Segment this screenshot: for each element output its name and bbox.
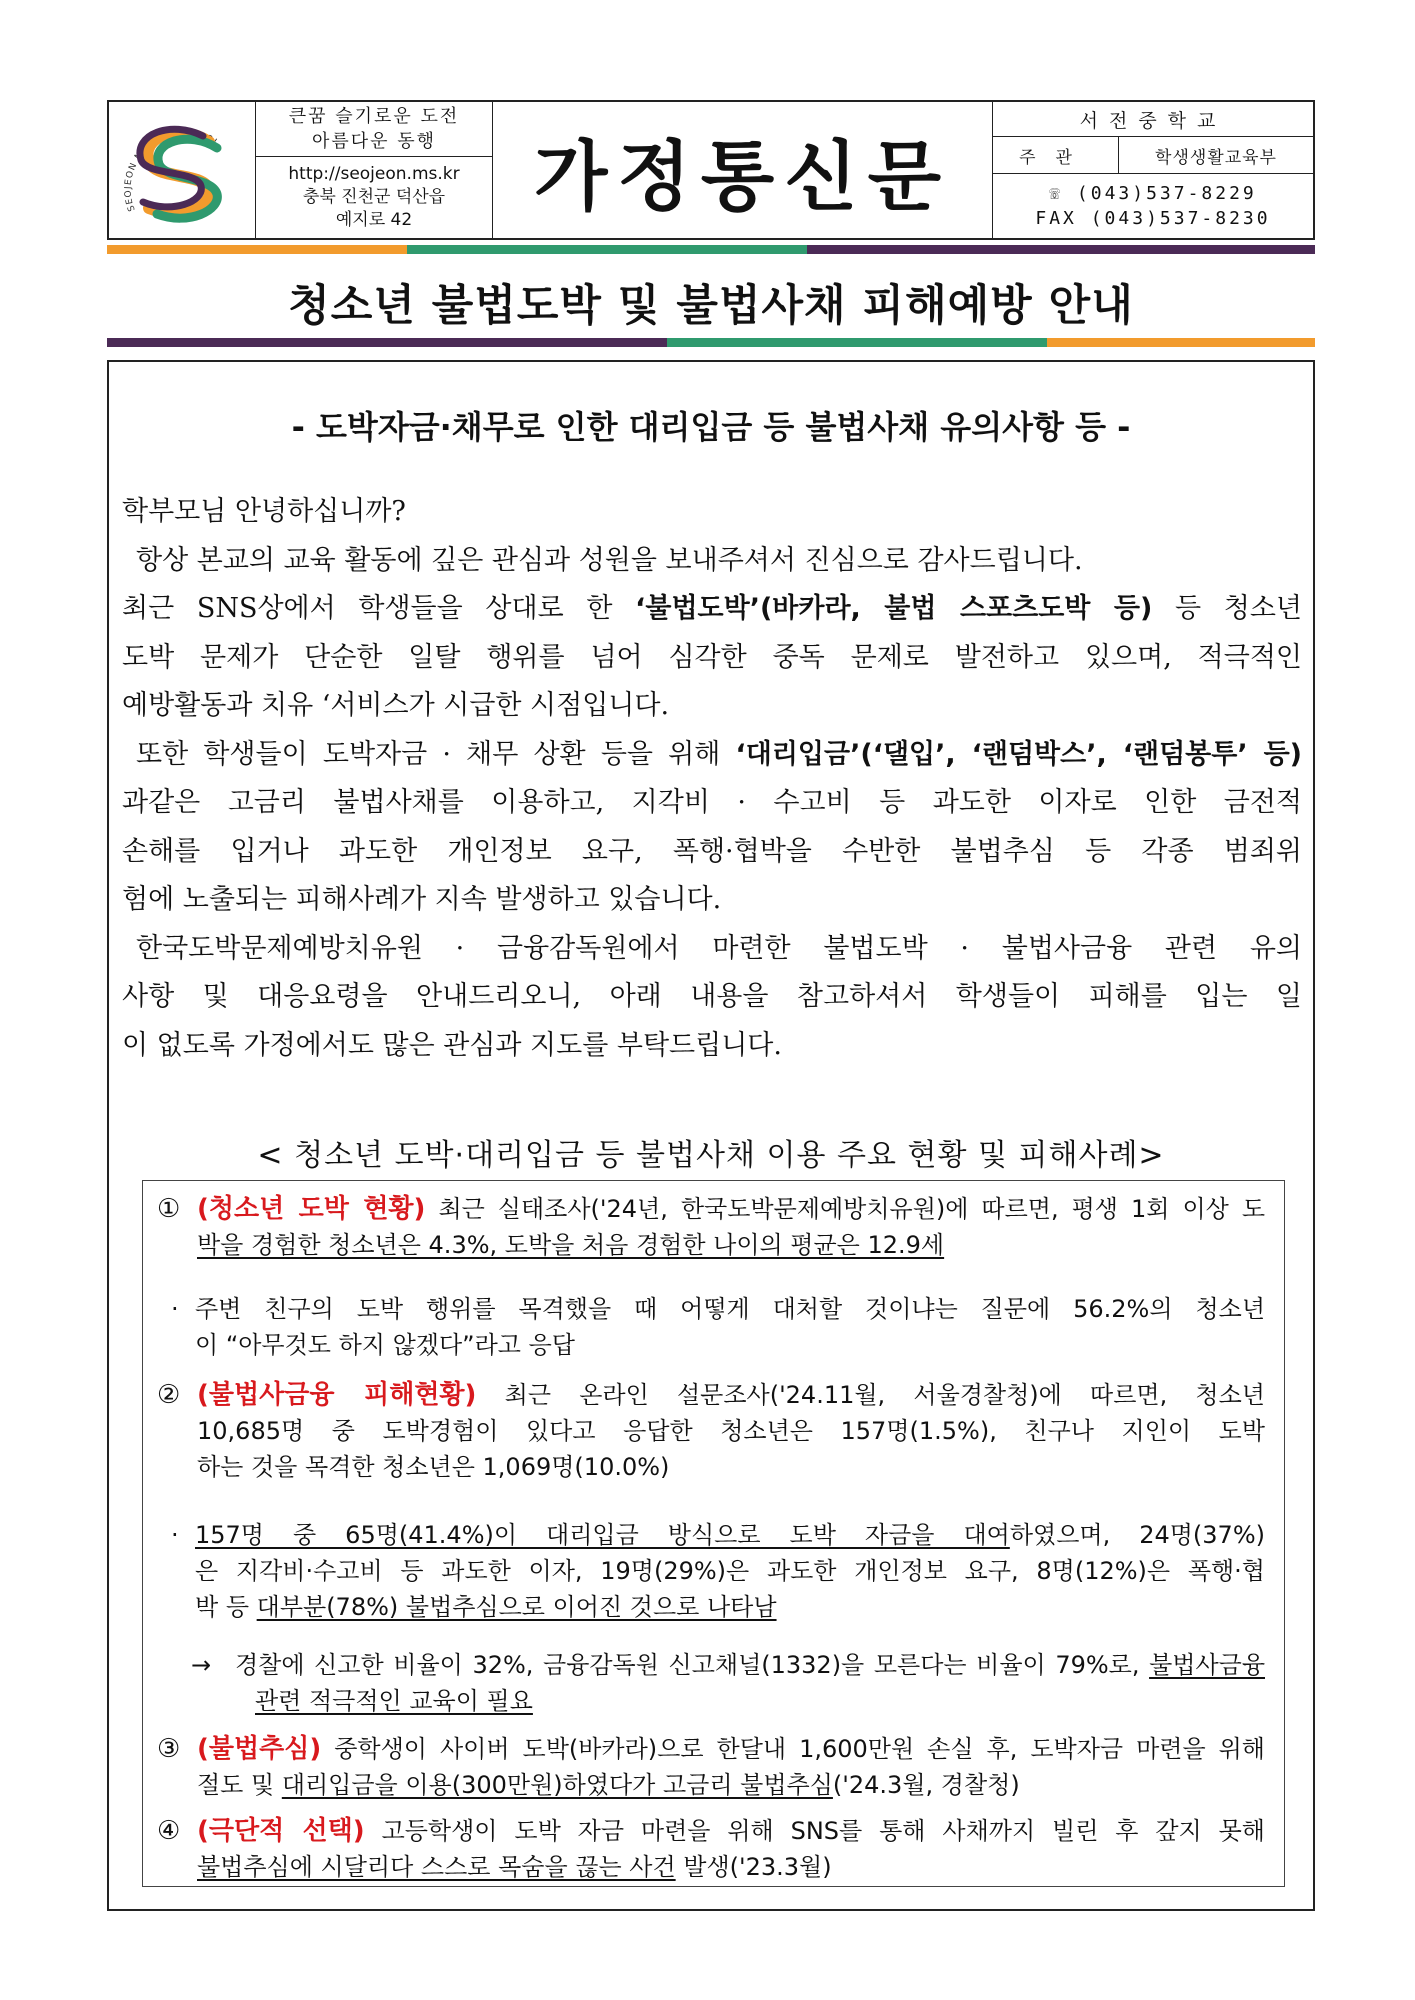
- address-line-1: 충북 진천군 덕산읍: [302, 187, 446, 207]
- case-2-conclusion-text: 경찰에 신고한 비율이 32%, 금융감독원 신고채널(1332)을 모른다는 비율이 79%로,: [235, 1651, 1150, 1679]
- info-cell: [993, 102, 1313, 238]
- arrow-right-icon: →: [191, 1651, 212, 1679]
- motto-line-2: 아름다운 동행: [311, 131, 437, 152]
- case-2-conclusion-underlined: 불법사금융: [1149, 1651, 1265, 1679]
- p2-text-c: 등 청소년: [1152, 593, 1302, 624]
- bottom-color-bar: [107, 338, 1315, 347]
- case-1-detail-line-2: 이 “아무것도 하지 않겠다”라고 응답: [195, 1331, 575, 1359]
- greeting: 학부모님 안녕하십니까?: [122, 496, 406, 527]
- paragraph-4-line-3: 이 없도록 가정에서도 많은 관심과 지도를 부탁드립니다.: [122, 1029, 782, 1061]
- case-1-line-2: [197, 1227, 1265, 1263]
- bar-green-2: [667, 338, 1047, 347]
- case-1-detail-line-1: 주변 친구의 도박 행위를 목격했을 때 어떻게 대처할 것이냐는 질문에 56.2%의 청소년: [195, 1295, 1265, 1323]
- p3-text-a: 또한 학생들이 도박자금 · 채무 상환 등을 위해: [136, 738, 736, 770]
- case-2-conclusion: [191, 1647, 1265, 1719]
- case-2-line-2: 10,685명 중 도박경험이 있다고 응답한 청소년은 157명(1.5%), 친구나 지인이 도박: [197, 1417, 1265, 1445]
- school-address: [256, 157, 492, 238]
- case-2-conclusion-line-1: [235, 1647, 1265, 1683]
- case-1: [157, 1191, 1265, 1263]
- letter-body: [122, 488, 1302, 1070]
- paragraph-2-line-1: [122, 585, 1302, 634]
- address-line-2: 예지로 42: [335, 210, 413, 230]
- case-1-label: (청소년 도박 현황): [197, 1194, 426, 1224]
- department-value: 학생생활교육부: [1155, 147, 1277, 168]
- main-title: 청소년 불법도박 및 불법사채 피해예방 안내: [288, 281, 1134, 331]
- bar-purple-2: [107, 338, 667, 347]
- case-3-text-1: 중학생이 사이버 도박(바카라)으로 한달내 1,600만원 손실 후, 도박자금 마련을 위해: [321, 1735, 1265, 1763]
- school-logo: [109, 102, 256, 238]
- motto-cell: [256, 102, 493, 238]
- school-logo-icon: [109, 102, 255, 238]
- case-1-number: ①: [157, 1194, 181, 1224]
- case-2: [157, 1377, 1265, 1485]
- case-2-detail: [171, 1517, 1265, 1625]
- paragraph-3-line-4: 험에 노출되는 피해사례가 지속 발생하고 있습니다.: [122, 884, 722, 915]
- subtitle: - 도박자금·채무로 인한 대리입금 등 불법사채 유의사항 등 -: [291, 408, 1131, 446]
- case-3-text-2a: 절도 및: [197, 1771, 282, 1799]
- case-4-line-1: [197, 1813, 1265, 1849]
- department-key: 주관: [993, 137, 1119, 173]
- bar-orange: [107, 245, 407, 254]
- case-2-conclusion-text-2: 관련 적극적인 교육이 필요: [255, 1687, 533, 1715]
- case-2-detail-line-1: [195, 1517, 1265, 1553]
- case-3-label: (불법추심): [197, 1734, 322, 1764]
- letter-header: [107, 100, 1315, 240]
- paragraph-2-line-2: 도박 문제가 단순한 일탈 행위를 넘어 심각한 중독 문제로 발전하고 있으며, 적극적인: [122, 641, 1302, 673]
- case-3-text-2b: 대리입금을 이용(300만원)하였다가 고금리 불법추심: [281, 1771, 833, 1799]
- case-3-line-2: [197, 1767, 1265, 1803]
- logo-arc-text: SEOJEON MIDDLE SCHOOL: [123, 128, 221, 213]
- case-3-text-2c: ('24.3월, 경찰청): [832, 1771, 1020, 1799]
- case-2-line-3: 하는 것을 목격한 청소년은 1,069명(10.0%): [197, 1453, 670, 1481]
- p2-text-a: 최근 SNS상에서 학생들을 상대로 한: [122, 593, 636, 624]
- case-2-detail-text-3b: 대부분(78%) 불법추심으로 이어진 것으로 나타남: [256, 1593, 777, 1621]
- case-2-label: (불법사금융 피해현황): [197, 1380, 477, 1410]
- case-4-text-2a: 불법추심에 시달리다 스스로 목숨을 끊는 사건: [197, 1853, 676, 1881]
- bar-green: [407, 245, 807, 254]
- case-2-conclusion-line-2: [255, 1683, 1265, 1719]
- case-2-detail-text-3a: 박 등: [195, 1593, 257, 1621]
- contact-info: [993, 174, 1313, 238]
- case-2-line-1: [197, 1377, 1265, 1413]
- case-4-number: ④: [157, 1816, 181, 1846]
- p2-bold: ‘불법도박’(바카라, 불법 스포츠도박 등): [635, 593, 1153, 624]
- case-4-text-1: 고등학생이 도박 자금 마련을 위해 SNS를 통해 사채까지 빌린 후 갚지 못해: [364, 1817, 1265, 1845]
- case-4-text-2b: 발생('23.3월): [675, 1853, 832, 1881]
- school-url[interactable]: http://seojeon.ms.kr: [288, 164, 460, 184]
- bullet-dot: ·: [171, 1295, 179, 1323]
- paragraph-3-line-2: 과같은 고금리 불법사채를 이용하고, 지각비 · 수고비 등 과도한 이자로 인한 금전적: [122, 787, 1302, 818]
- case-2-text-1: 최근 온라인 설문조사('24.11월, 서울경찰청)에 따르면, 청소년: [476, 1381, 1265, 1409]
- cases-box: [142, 1180, 1285, 1887]
- case-1-text-2: 박을 경험한 청소년은 4.3%, 도박을 처음 경험한 나이의 평균은 12.9세: [197, 1231, 945, 1259]
- bullet-dot: ·: [171, 1521, 179, 1549]
- fax-number: FAX (043)537-8230: [1035, 208, 1271, 229]
- school-name: 서전중학교: [993, 102, 1313, 137]
- bar-purple: [807, 245, 1315, 254]
- case-3: [157, 1731, 1265, 1803]
- department-row: [993, 137, 1313, 174]
- paragraph-3-line-1: [122, 731, 1302, 780]
- case-2-detail-line-2: 은 지각비·수고비 등 과도한 이자, 19명(29%)은 과도한 개인정보 요구, 8명(12%)은 폭행·협: [195, 1557, 1265, 1585]
- paragraph-1: 항상 본교의 교육 활동에 깊은 관심과 성원을 보내주셔서 진심으로 감사드립니다.: [136, 544, 1083, 576]
- case-1-line-1: [197, 1191, 1265, 1227]
- school-motto: [256, 102, 492, 157]
- case-1-text-1: 최근 실태조사('24년, 한국도박문제예방치유원)에 따르면, 평생 1회 이상 도: [425, 1195, 1265, 1223]
- section-title: < 청소년 도박·대리입금 등 불법사채 이용 주요 현황 및 피해사례>: [257, 1138, 1165, 1173]
- case-4: [157, 1813, 1265, 1885]
- case-2-number: ②: [157, 1380, 181, 1410]
- case-2-detail-line-3: [195, 1589, 1265, 1625]
- motto-line-1: 큰꿈 슬기로운 도전: [288, 106, 460, 127]
- p3-bold: ‘대리입금’(‘댈입’, ‘랜덤박스’, ‘랜덤봉투’ 등): [735, 738, 1302, 770]
- case-4-label: (극단적 선택): [197, 1816, 365, 1846]
- case-1-detail: [171, 1291, 1265, 1363]
- case-3-line-1: [197, 1731, 1265, 1767]
- case-3-number: ③: [157, 1734, 181, 1764]
- bar-orange-2: [1047, 338, 1315, 347]
- paragraph-4-line-2: 사항 및 대응요령을 안내드리오니, 아래 내용을 참고하셔서 학생들이 피해를 입는 일: [122, 981, 1302, 1012]
- case-2-detail-underlined: 157명 중 65명(41.4%)이 대리입금 방식으로 도박 자금을 대여: [195, 1521, 1010, 1549]
- top-color-bar: [107, 245, 1315, 254]
- title-cell: [493, 102, 993, 238]
- case-2-detail-text: 하였으며, 24명(37%): [1009, 1521, 1265, 1549]
- letter-content: [107, 360, 1315, 1911]
- phone-number: ☏ (043)537-8229: [1049, 183, 1257, 204]
- paragraph-2-line-3: 예방활동과 치유 ‘서비스가 시급한 시점입니다.: [122, 690, 670, 721]
- case-4-line-2: [197, 1849, 1265, 1885]
- paragraph-3-line-3: 손해를 입거나 과도한 개인정보 요구, 폭행·협박을 수반한 불법추심 등 각종 범죄위: [122, 835, 1302, 867]
- letter-title: 가정통신문: [533, 131, 952, 221]
- paragraph-4-line-1: 한국도박문제예방치유원 · 금융감독원에서 마련한 불법도박 · 불법사금융 관련 유의: [136, 932, 1302, 964]
